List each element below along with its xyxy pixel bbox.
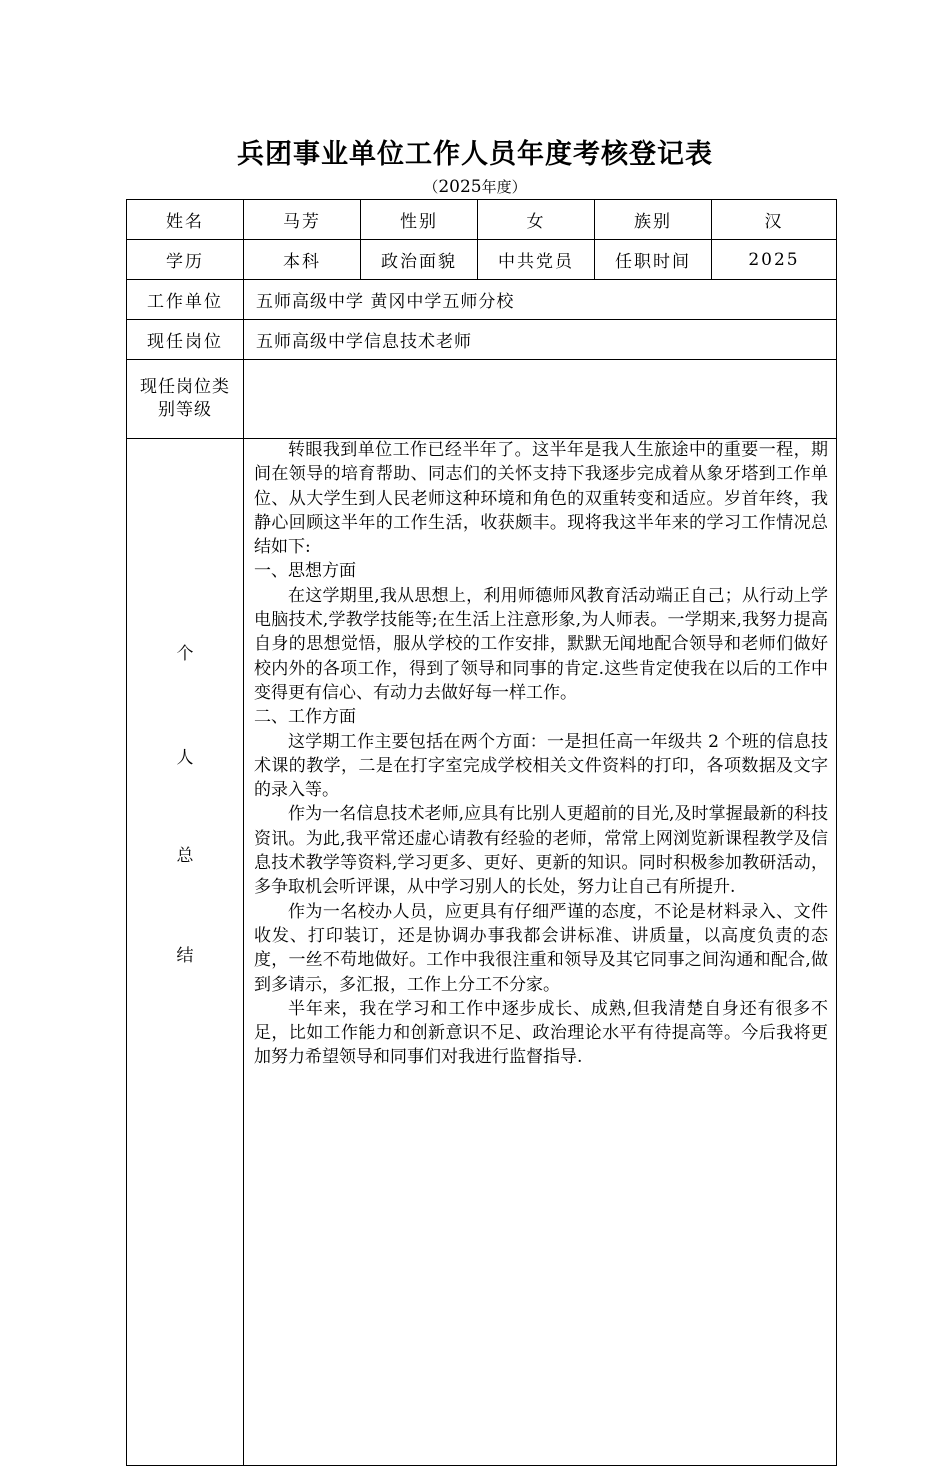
summary-paragraph: 这学期工作主要包括在两个方面：一是担任高一年级共 2 个班的信息技术课的教学，二是在打字室完成学校相关文件资料的打印，各项数据及文字的录入等。 — [254, 731, 828, 801]
post-label: 现任岗位 — [127, 320, 244, 360]
summary-label — [127, 439, 244, 1466]
summary-paragraph: 作为一名信息技术老师,应具有比别人更超前的目光,及时掌握最新的科技资讯。为此,我平常还虚心请教有经验的老师，常常上网浏览新课程教学及信息技术教学等资料,学习更多、更好、更新的知识。同时积极参加教研活动，多争取机会听评课，从中学习别人的长处，努力让自己有所提升. — [254, 804, 828, 898]
table-row — [127, 200, 837, 240]
unit-label: 工作单位 — [127, 280, 244, 320]
subtitle-suffix: 年度） — [481, 178, 527, 196]
post-value: 五师高级中学信息技术老师 — [244, 320, 837, 360]
table-row — [127, 360, 837, 439]
unit-value: 五师高级中学 黄冈中学五师分校 — [244, 280, 837, 320]
table-row — [127, 240, 837, 280]
education-value: 本科 — [244, 240, 361, 280]
ethnicity-label: 族别 — [595, 200, 712, 240]
ethnicity-value: 汉 — [712, 200, 837, 240]
gender-label: 性别 — [361, 200, 478, 240]
education-label: 学历 — [127, 240, 244, 280]
political-value: 中共党员 — [478, 240, 595, 280]
tenure-value: 2025 — [712, 240, 837, 280]
summary-label-char: 个 — [176, 644, 194, 664]
name-label: 姓名 — [127, 200, 244, 240]
appraisal-form-table — [126, 199, 837, 1466]
name-value: 马芳 — [244, 200, 361, 240]
year-subtitle — [0, 176, 950, 197]
summary-paragraph: 半年来，我在学习和工作中逐步成长、成熟,但我清楚自身还有很多不足，比如工作能力和创新意识不足、政治理论水平有待提高等。今后我将更加努力希望领导和同事们对我进行监督指导. — [254, 998, 828, 1068]
summary-label-char: 人 — [176, 748, 194, 768]
summary-paragraph: 转眼我到单位工作已经半年了。这半年是我人生旅途中的重要一程，期间在领导的培育帮助、同志们的关怀支持下我逐步完成着从象牙塔到工作单位、从大学生到人民老师这种环境和角色的双重转变和适应。岁首年终，我静心回顾这半年的工作生活，收获颇丰。现将我这半年来的学习工作情况总结如下: — [254, 440, 828, 558]
category-label: 现任岗位类别等级 — [127, 360, 244, 439]
table-row — [127, 280, 837, 320]
summary-section-heading: 一、思想方面 — [254, 561, 356, 582]
subtitle-open: （ — [423, 178, 439, 196]
summary-body — [244, 439, 837, 1466]
table-row — [127, 320, 837, 360]
page-title: 兵团事业单位工作人员年度考核登记表 — [237, 139, 713, 170]
summary-section-heading: 二、工作方面 — [254, 707, 356, 728]
political-label: 政治面貌 — [361, 240, 478, 280]
summary-paragraph: 作为一名校办人员，应更具有仔细严谨的态度，不论是材料录入、文件收发、打印装订，还是协调办事我都会讲标准、讲质量，以高度负责的态度，一丝不苟地做好。工作中我很注重和领导及其它同事之间沟通和配合,做到多请示，多汇报，工作上分工不分家。 — [254, 901, 828, 995]
summary-label-char: 结 — [176, 946, 194, 966]
summary-paragraph: 在这学期里,我从思想上，利用师德师风教育活动端正自己；从行动上学电脑技术,学教学技能等;在生活上注意形象,为人师表。一学期来,我努力提高自身的思想觉悟，服从学校的工作安排，默默无闻地配合领导和老师们做好校内外的各项工作，得到了领导和同事的肯定.这些肯定使我在以后的工作中变得更有信心、有动力去做好每一样工作。 — [254, 585, 828, 703]
tenure-label: 任职时间 — [595, 240, 712, 280]
category-value — [244, 360, 837, 439]
table-row — [127, 439, 837, 1466]
summary-label-char: 总 — [176, 846, 194, 866]
gender-value: 女 — [478, 200, 595, 240]
subtitle-year: 2025 — [438, 177, 482, 197]
